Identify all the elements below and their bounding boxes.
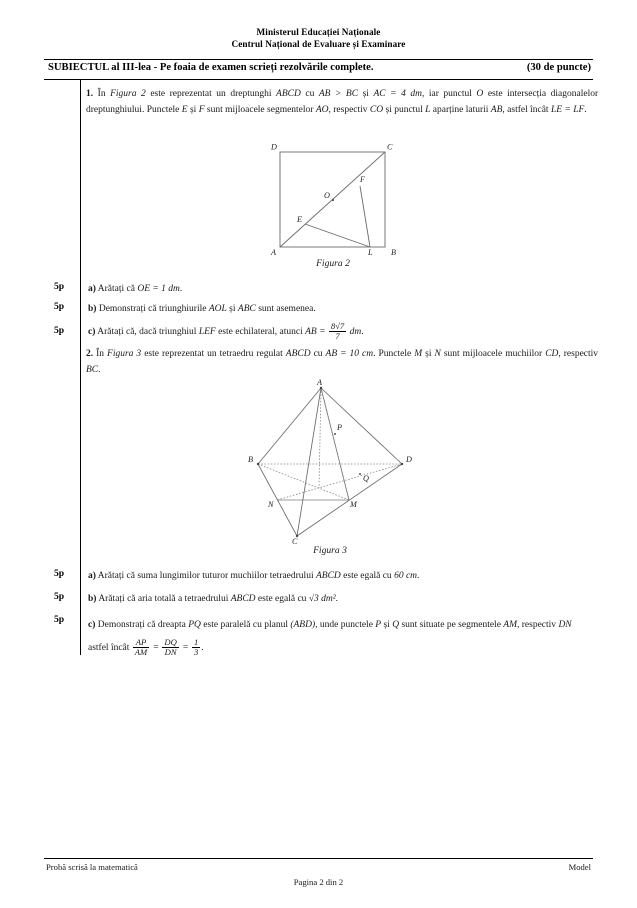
p1-cu: cu: [305, 89, 315, 99]
item-1a-text2: .: [179, 284, 183, 294]
p2-t6: .: [98, 365, 101, 376]
point-a-dot: [320, 387, 322, 389]
item-2a: [88, 568, 419, 584]
figure-2-label-E: E: [297, 215, 303, 224]
item-2b-label: b): [88, 594, 97, 604]
p1-si: și: [362, 89, 369, 99]
item-1c-frac-num: 8√7: [330, 320, 345, 331]
segment-dn: [277, 464, 402, 500]
figure-2-rectangle: [258, 140, 408, 255]
item-1b-label: b): [88, 304, 97, 314]
point-d-dot: [401, 463, 403, 465]
p1-si2: și: [189, 105, 197, 116]
p1-t6: , respectiv: [328, 105, 368, 116]
item-2c-label: c): [88, 620, 96, 630]
p2-t4: sunt mijloacele muchiilor: [443, 349, 543, 359]
item-2c-eq2: =: [182, 643, 189, 653]
item-2c-text7: astfel încât: [88, 643, 130, 653]
p2-cu: cu: [313, 349, 323, 359]
item-1c-text1: Arătați că, dacă triunghiul: [97, 326, 197, 337]
p1-ab: AB: [490, 105, 503, 116]
figure-3-label-Q: Q: [363, 474, 369, 483]
frac-three: 3: [193, 646, 199, 657]
item-2c-text5: sunt situate pe segmentele: [401, 620, 501, 630]
item-2c-text8: .: [201, 643, 204, 653]
item-1a-label: a): [88, 284, 96, 294]
item-2b-math1: ABCD: [230, 594, 256, 604]
item-1c: [88, 322, 364, 342]
figure-2-label-D: D: [271, 142, 277, 152]
item-2c-text2: este paralelă cu planul: [203, 620, 288, 630]
p1-inequality: AB > BC: [318, 89, 359, 99]
figure-3-label-C: C: [292, 537, 298, 544]
p2-t3: . Punctele: [373, 349, 412, 359]
item-2b-text3: .: [335, 594, 338, 604]
figure-3-label-B: B: [248, 455, 254, 464]
p2-t5: , respectiv: [558, 349, 599, 359]
problem-1-number: 1.: [86, 89, 94, 99]
header-line-2: Centrul Național de Evaluare și Examinare: [231, 39, 406, 50]
footer-divider: [44, 858, 593, 859]
subject-points: (30 de puncte): [526, 62, 591, 73]
edge-ab: [258, 388, 321, 464]
item-1c-frac-den: 7: [329, 331, 346, 341]
item-2a-text2: este egală cu: [343, 571, 392, 581]
figure-3-label-M: M: [350, 500, 357, 509]
points-1c: 5p: [54, 325, 65, 336]
p1-f: F: [198, 105, 205, 116]
segment-lf: [360, 186, 370, 247]
p2-m: M: [414, 349, 423, 359]
p1-ac: AC = 4 dm: [373, 89, 422, 99]
footer-page-number: Pagina 2 din 2: [293, 877, 344, 887]
item-1b-text1: Demonstrați că triunghiurile: [98, 304, 207, 314]
item-2b-math2: √3 dm²: [308, 594, 336, 604]
figure-2-label-A: A: [271, 248, 277, 255]
points-2a: 5p: [54, 568, 65, 579]
point-b-dot: [257, 463, 259, 465]
p2-n: N: [434, 349, 441, 359]
frac-dq: DQ: [164, 636, 177, 647]
item-2c-eq1: =: [152, 643, 160, 653]
item-2a-text3: .: [417, 571, 420, 581]
p1-t4: este intersecția diagonalelor dreptunghiului. Punctele: [86, 89, 599, 116]
item-2c-math4: Q: [392, 620, 400, 630]
p1-o: O: [476, 89, 484, 99]
p2-ab: AB = 10 cm: [325, 349, 374, 359]
points-1b: 5p: [54, 301, 65, 312]
p1-t8: aparține laturii: [432, 105, 489, 116]
item-2c-math3: P: [375, 620, 382, 630]
figure-2-label-O: O: [324, 191, 330, 200]
footer-left: Probă scrisă la matematică: [46, 862, 138, 872]
item-2a-label: a): [88, 571, 96, 581]
item-2c-text4: și: [383, 620, 390, 630]
item-2c-math1: PQ: [188, 620, 201, 630]
subject-bar: [46, 62, 593, 78]
segment-el: [305, 224, 370, 247]
item-2b-text2: este egală cu: [257, 594, 307, 604]
item-2c-fraction-ap-am: [133, 638, 149, 658]
p2-bc: BC: [86, 365, 99, 376]
item-1b: [88, 301, 316, 317]
figure-3-tetrahedron: [240, 376, 420, 544]
item-1a-text1: Arătați că: [97, 284, 135, 294]
figure-3-caption: Figura 3: [313, 545, 347, 556]
p1-lelf: LE = LF: [550, 105, 585, 116]
item-2b: [88, 591, 338, 607]
p2-t1: În: [96, 349, 105, 359]
p1-t7: și punctul: [385, 105, 423, 116]
points-1a: 5p: [54, 281, 65, 292]
frac-ap: AP: [135, 636, 147, 647]
header-divider-top: [44, 59, 593, 60]
p1-ao: AO: [315, 105, 329, 116]
item-1a-math1: OE = 1 dm: [137, 284, 180, 294]
figure-3-label-D: D: [406, 455, 412, 464]
item-1c-text2: este echilateral, atunci: [218, 326, 303, 337]
p2-si: și: [425, 349, 432, 359]
subject-title: SUBIECTUL al III-lea - Pe foaia de examen scrieți rezolvările complete.: [48, 62, 374, 73]
p1-t9: , astfel încât: [502, 105, 549, 116]
header-divider-bottom: [44, 79, 593, 80]
p1-t1: În: [97, 89, 106, 99]
frac-am: AM: [134, 646, 148, 657]
item-2c-math6: DN: [558, 620, 572, 630]
p2-t2: este reprezentat un tetraedru regulat: [144, 349, 283, 359]
p1-t10: .: [584, 105, 587, 116]
item-2c-fraction-one-third: [192, 638, 200, 658]
figure-2-caption: Figura 2: [316, 258, 350, 269]
item-1c-fraction: [329, 322, 346, 342]
figure-3-label-A: A: [317, 378, 323, 387]
figure-2-label-F: F: [360, 175, 366, 184]
edge-ac: [297, 388, 321, 536]
problem-2-statement: [86, 346, 598, 379]
edge-ad: [321, 388, 402, 464]
item-2c-math2: (ABD): [290, 620, 316, 630]
figure-2-label-B: B: [391, 248, 397, 255]
p1-l: L: [425, 105, 431, 116]
frac-one: 1: [193, 636, 199, 647]
item-2c: [88, 614, 593, 660]
frac-dn: DN: [162, 647, 178, 657]
problem-2-number: 2.: [86, 349, 94, 359]
item-2c-fraction-dq-dn: [162, 638, 178, 658]
p1-co: CO: [369, 105, 384, 116]
item-2a-math1: ABCD: [315, 571, 341, 581]
point-q-dot: [359, 473, 361, 475]
points-2c: 5p: [54, 614, 65, 625]
point-p-dot: [334, 433, 336, 435]
p2-figure-ref: Figura 3: [107, 349, 142, 359]
item-2a-text1: Arătați că suma lungimilor tuturor muchiilor tetraedrului: [97, 571, 314, 581]
figure-2-label-L: L: [368, 248, 373, 255]
item-1a: [88, 281, 182, 297]
p1-abcd: ABCD: [276, 89, 301, 99]
segment-am-solid: [321, 388, 349, 500]
item-2c-text6: , respectiv: [517, 620, 557, 630]
item-2b-text1: Arătați că aria totală a tetraedrului: [98, 594, 229, 604]
problem-1-statement: [86, 86, 598, 119]
p1-t3: , iar punctul: [421, 89, 472, 99]
item-1c-text3: .: [361, 326, 364, 337]
item-1c-unit: dm: [349, 326, 362, 337]
item-1c-label: c): [88, 326, 96, 337]
item-1b-math2: ABC: [237, 304, 256, 314]
points-column-divider: [80, 80, 81, 655]
p1-t2: este reprezentat un dreptunghi: [150, 89, 272, 99]
figure-3-label-N: N: [268, 500, 274, 509]
point-o-dot: [332, 199, 334, 201]
p2-cd: CD: [545, 349, 559, 359]
item-2c-text3: , unde punctele: [315, 620, 373, 630]
item-2a-math2: 60 cm: [394, 571, 418, 581]
item-1b-math1: AOL: [208, 304, 227, 314]
p1-figure-ref: Figura 2: [110, 89, 146, 99]
figure-2-label-C: C: [387, 142, 393, 152]
p2-abcd: ABCD: [285, 349, 311, 359]
figure-3-label-P: P: [337, 423, 343, 432]
item-1c-math1: LEF: [198, 326, 216, 337]
item-2c-math5: AM: [503, 620, 518, 630]
p1-t5: sunt mijloacele segmentelor: [206, 105, 314, 116]
footer-right: Model: [568, 862, 591, 872]
item-2c-text1: Demonstrați că dreapta: [97, 620, 186, 630]
apothem-height: [319, 388, 321, 488]
p1-e: E: [181, 105, 188, 116]
institution-header: [44, 26, 593, 50]
points-2b: 5p: [54, 591, 65, 602]
item-1b-text2: și: [229, 304, 236, 314]
header-line-1: Ministerul Educației Naționale: [256, 27, 381, 37]
item-1c-math2: AB =: [305, 326, 326, 337]
item-1b-text3: sunt asemenea.: [258, 304, 316, 314]
